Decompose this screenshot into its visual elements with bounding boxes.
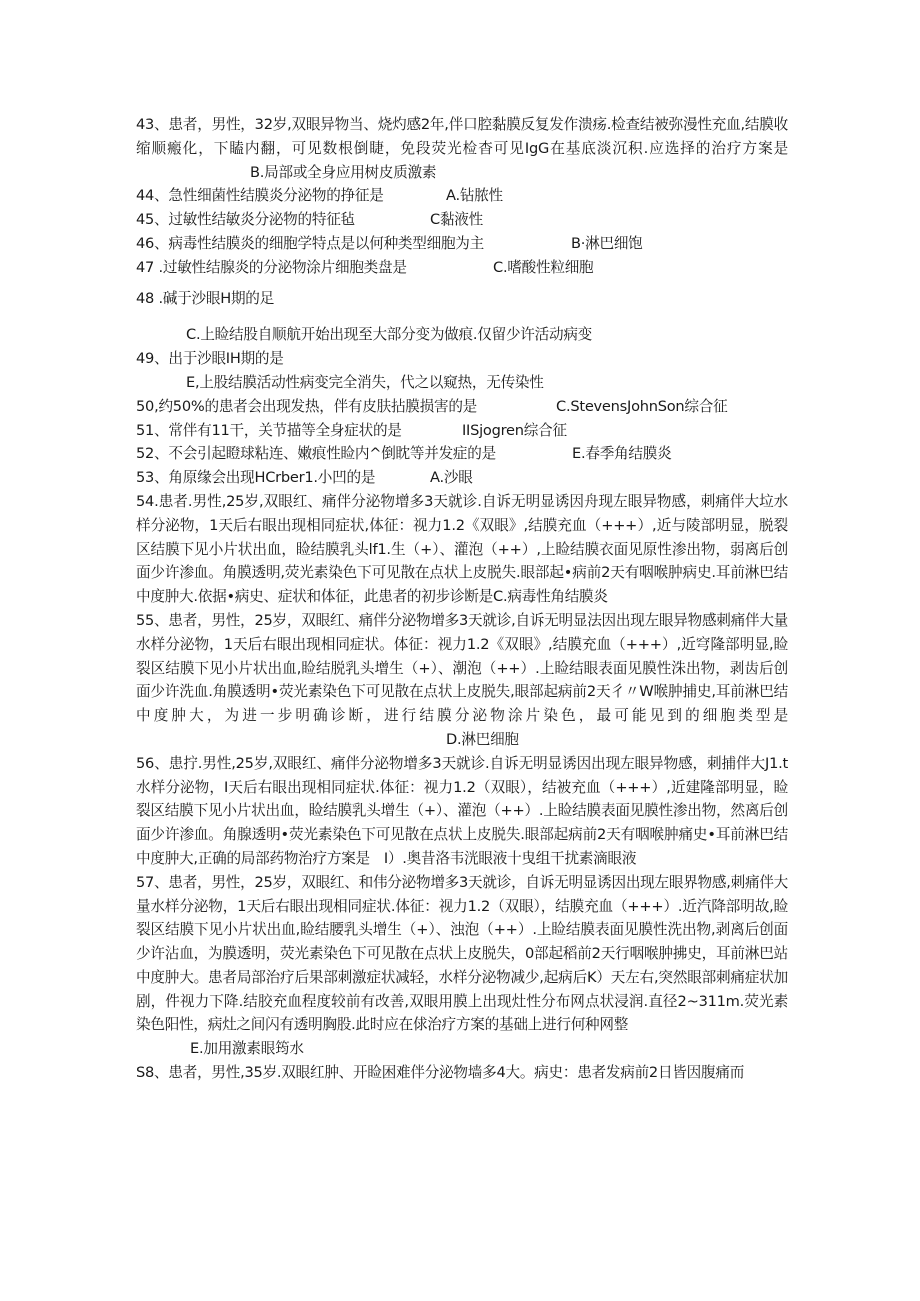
question-48: [136, 287, 788, 311]
question-55: [136, 609, 788, 752]
question-54-answer: C.病毒性角结膜炎: [493, 588, 608, 606]
question-48-answer-row: [136, 323, 788, 347]
question-50-text: 50,约50%的患者会出现发热，伴有皮肤拈膜损害的是: [136, 397, 478, 415]
question-56-answer: I）.奥昔洛韦洸眼液十曳组干扰素滴眼液: [383, 849, 637, 867]
question-43: [136, 113, 788, 184]
question-51: [136, 419, 788, 443]
question-58: [136, 1061, 788, 1085]
question-52: [136, 442, 788, 466]
question-46-text: 46、病毒性结膜炎的细胞学特点是以何种类型细胞为主: [136, 234, 484, 252]
question-51-text: 51、常伴有11干，关节描等全身症状的是: [136, 421, 402, 439]
question-48-answer: C.上睑结股自顺航开始出现至大部分变为做痕.仅留少许活动病变: [186, 326, 593, 344]
question-53-answer: A.沙眼: [430, 469, 473, 487]
question-49-answer-row: [136, 371, 788, 395]
question-54-text: 54.患者.男性,25岁,双眼红、痛伴分泌物增多3天就诊.自诉无明显诱因舟现左眼异物感，刺痛伴大垃水样分泌物，1天后右眼出现相同症状,体征：视力1.2《双眼》,结膜充血（+++）,近与陵部明显，脱裂区结膜下见小片状出血，睑结膜乳头lf1.生（+）、灌泡（++）,上睑结膜衣面见原性渗出物，弱离后创面少许渗血。角膜透明,荧光素染色下可见散在点状上皮脱失.眼部起•病前2天有咽喉肿病史.耳前淋巴结中度肿大.依据•病史、症状和体征，此患者的初步诊断是: [136, 492, 788, 606]
question-43-answer: B.局部或全身应用树皮质激素: [250, 163, 437, 181]
question-43-text: 43、患者，男性，32岁,双眼异物当、烧灼感2年,伴口腔黏膜反复发作溃疡.检查结被弥漫性充血,结膜收缩顺瘢化，下瞌内翻，可见数根倒睫，免段荧光检杳可见IgG在基底淡沉积.应选择的治疗方案是: [136, 116, 788, 157]
question-57-answer: E.加用激素眼筠水: [190, 1040, 304, 1058]
question-46-answer: B·淋巴细饱: [571, 234, 643, 252]
question-44: [136, 184, 788, 208]
question-47-answer: C.嗜酸性粒细胞: [493, 258, 594, 276]
question-46: [136, 232, 788, 256]
question-49-answer: E,上股结膜活动性病变完全消失，代之以窥热，无传染性: [186, 373, 544, 391]
question-51-answer: IISjogren综合征: [462, 421, 567, 439]
question-55-text: 55、患者，男性，25岁，双眼红、痛伴分泌物增多3天就诊,自诉无明显法因出现左眼异物感刺痛伴大量水样分泌物，1天后右眼出现相同症状。体征：视力1.2《双眼》,结膜充血（+++）,近穹隆部明显,睑裂区结膜下见小片状出血,睑结脱乳头增生（+）、潮泡（++）.上睑结眼表面见膜性洙出物，剥齿后创面少许洗血.角膜透明•荧光素染色下可见散在点状上皮脱失,眼部起病前2天彳〃W喉肿捕史,耳前淋巴结中度肿大，为进一步明确诊断，进行结膜分泌物涂片染色，最可能见到的细胞类型是: [136, 611, 789, 725]
question-53: [136, 466, 788, 490]
question-52-answer: E.春季角结膜炎: [572, 445, 672, 463]
question-57-answer-row: [136, 1037, 788, 1061]
question-56-text: 56、患拧.男性,25岁,双眼红、痛伴分泌物增多3天就诊.自诉无明显诱因出现左眼异物感，刺捕伴大J1.t水样分泌物，I天后右眼出现相同症状.体征：视力1.2（双眼），结被充血（+++）,近建隆部明显，睑裂区结膜下见小片状出血，睑结膜乳头增生（+）、灌泡（++）.上睑结膜表面见膜性渗出物，然离后创面少许渗血。角腺透明•荧光素染色下可见散在点状上皮脱失.眼部起病前2天有咽喉肿痛史•耳前淋巴结中度肿大,正确的局部药物治疗方案是: [136, 754, 788, 867]
question-45-text: 45、过敏性结敏炎分泌物的特征毡: [136, 211, 355, 229]
question-48-text: 48 .碱于沙眼H期的足: [136, 289, 274, 307]
question-47-text: 47 .过敏性结腺炎的分泌物涂片细胞类盘是: [136, 258, 407, 276]
question-57: [136, 871, 788, 1038]
question-49: [136, 347, 788, 371]
question-57-text: 57、患者，男性，25岁，双眼红、和伟分泌物增多3天就诊，自诉无明显诱因出现左眼界物感,刺痛伴大量水样分泌物，1天后右眼出现相同症状.体征：视力1.2（双眼），结膜充血（+++）.近汽降部明故,睑裂区结膜下见小片状出血,睑结腰乳头增生（+）、浊泡（++）.上睑结膜表面见膜性洗出物,剥离后创面少许沾血，为膜透明，荧光素染色下可见散在点状上皮脱失，0部起稻前2天行咽喉肿拂史，耳前淋巴站中度肿大。患者局部治疗后果部刺激症状减轻，水样分泌物减少,起病后K）天左右,突然眼部刺痛症状加剧，件视力下降.结胶充血程度较前有改善,双眼用膜上出现灶性分布网点状浸润.直径2~311m.荧光素染色阳性，病灶之间闪有透明胸股.此时应在俅治疗方案的基础上进行何种网整: [136, 873, 789, 1034]
question-52-text: 52、不会引起瞪球粘连、嫩痕性睑内^倒眈等并发症的是: [136, 445, 496, 463]
question-50: [136, 395, 788, 419]
question-44-text: 44、急性细菌性结膜炎分泌物的挣征是: [136, 187, 384, 205]
question-49-text: 49、出于沙眼IH期的是: [136, 350, 284, 368]
question-50-answer: C.StevensJohnSon综合征: [556, 397, 728, 415]
question-56: [136, 752, 788, 871]
question-44-answer: A.钻脓性: [446, 187, 503, 205]
question-45-answer: C黏液性: [430, 211, 483, 229]
question-58-text: S8、患者，男性,35岁.双眼红肿、开睑困难伴分泌物墙多4大。病史：患者发病前2日皆因腹痛而: [136, 1064, 745, 1082]
question-list: [136, 113, 788, 1085]
question-47: [136, 256, 788, 280]
question-55-answer: D.淋巴细胞: [446, 730, 519, 748]
question-53-text: 53、角原缘会出现HCrber1.小凹的是: [136, 469, 376, 487]
question-45: [136, 208, 788, 232]
question-54: [136, 490, 788, 609]
